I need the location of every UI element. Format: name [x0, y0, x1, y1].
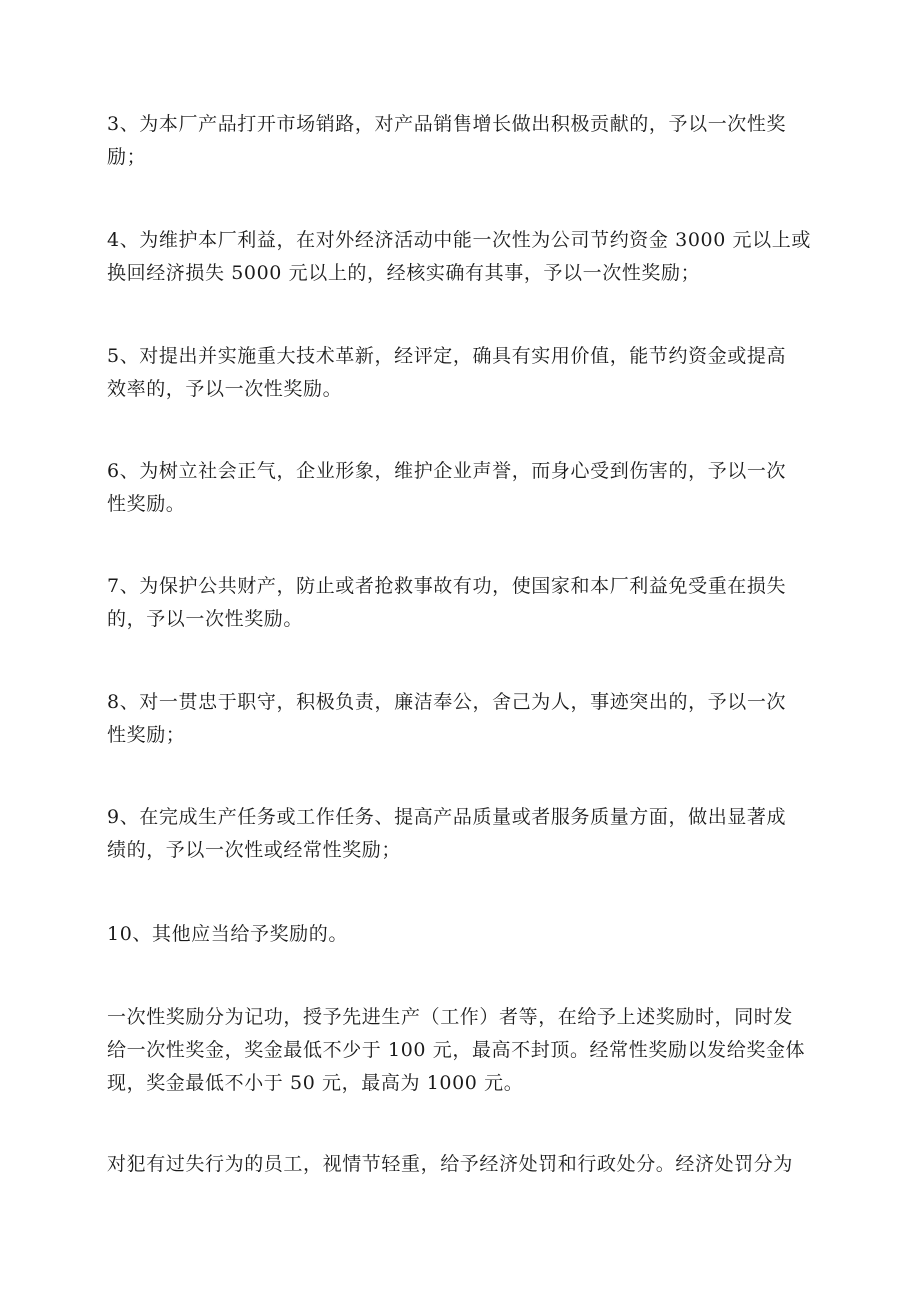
paragraph-penalty-intro [107, 1148, 817, 1181]
paragraph-item-3 [107, 108, 817, 174]
text-line: 7、为保护公共财产，防止或者抢救事故有功，使国家和本厂利益免受重在损失 [107, 575, 787, 597]
text-line: 5、对提出并实施重大技术革新，经评定，确具有实用价值，能节约资金或提高 [107, 345, 787, 367]
paragraph-item-6 [107, 455, 817, 521]
text-line: 10、其他应当给予奖励的。 [107, 923, 348, 945]
text-line: 的，予以一次性奖励。 [107, 608, 304, 630]
paragraph-reward-types [107, 1001, 817, 1100]
text-line: 性奖励。 [107, 493, 186, 515]
text-line: 9、在完成生产任务或工作任务、提高产品质量或者服务质量方面，做出显著成 [107, 806, 787, 828]
text-line: 8、对一贯忠于职守，积极负责，廉洁奉公，舍己为人，事迹突出的，予以一次 [107, 691, 787, 713]
text-line: 6、为树立社会正气，企业形象，维护企业声誉，而身心受到伤害的，予以一次 [107, 460, 787, 482]
text-line: 3、为本厂产品打开市场销路，对产品销售增长做出积极贡献的，予以一次性奖 [107, 113, 787, 135]
paragraph-item-10 [107, 918, 817, 951]
text-line: 一次性奖励分为记功，授予先进生产（工作）者等，在给予上述奖励时，同时发 [107, 1006, 794, 1028]
text-line: 性奖励； [107, 724, 186, 746]
paragraph-item-8 [107, 686, 817, 752]
paragraph-item-9 [107, 801, 817, 867]
paragraph-item-7 [107, 570, 817, 636]
text-line: 现，奖金最低不小于 50 元，最高为 1000 元。 [107, 1072, 524, 1094]
text-line: 4、为维护本厂利益，在对外经济活动中能一次性为公司节约资金 3000 元以上或 [107, 229, 811, 251]
text-line: 给一次性奖金，奖金最低不少于 100 元，最高不封顶。经常性奖励以发给奖金体 [107, 1039, 806, 1061]
text-line: 效率的，予以一次性奖励。 [107, 378, 343, 400]
text-line: 绩的，予以一次性或经常性奖励； [107, 839, 402, 861]
text-line: 对犯有过失行为的员工，视情节轻重，给予经济处罚和行政处分。经济处罚分为 [107, 1153, 794, 1175]
text-line: 换回经济损失 5000 元以上的，经核实确有其事，予以一次性奖励； [107, 262, 701, 284]
text-line: 励； [107, 146, 147, 168]
paragraph-item-4 [107, 224, 817, 290]
paragraph-item-5 [107, 340, 817, 406]
